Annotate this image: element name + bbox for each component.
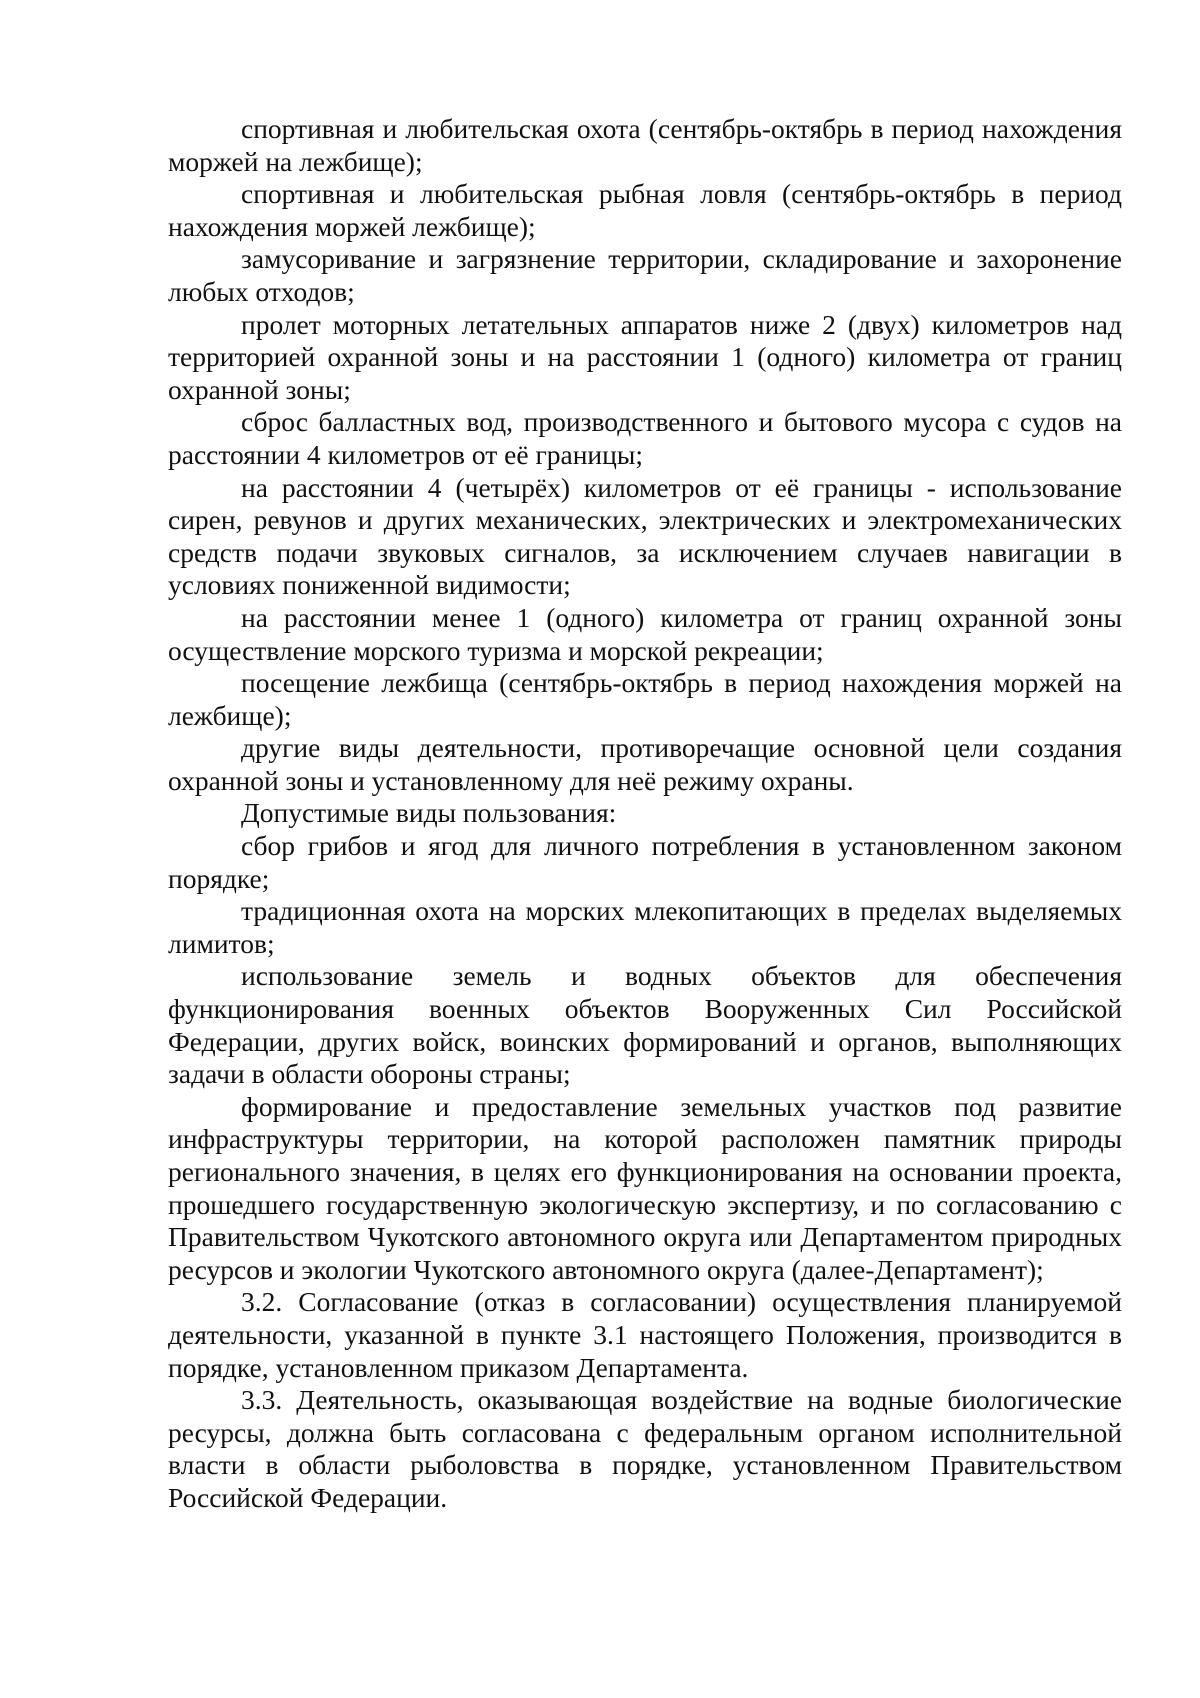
paragraph-sport-hunting: спортивная и любительская охота (сентябрь-октябрь в период нахождения моржей на лежбище); [168,113,1122,177]
paragraph-sound-signals: на расстоянии 4 (четырёх) километров от её границы - использование сирен, ревунов и других механических, электрических и электромеханических средств подачи звуковых сигналов, за исключением случаев навигации в условиях пониженной видимости; [168,471,1122,601]
paragraph-traditional-hunting: традиционная охота на морских млекопитающих в пределах выделяемых лимитов; [168,895,1122,959]
paragraph-military-use: использование земель и водных объектов для обеспечения функционирования военных объектов Вооруженных Сил Российской Федерации, других войск, воинских формирований и органов, выполняющих задачи в области обороны страны; [168,960,1122,1090]
paragraph-other-activities: другие виды деятельности, противоречащие основной цели создания охранной зоны и установленному для неё режиму охраны. [168,732,1122,796]
paragraph-section-3-3: 3.3. Деятельность, оказывающая воздействие на водные биологические ресурсы, должна быть согласована с федеральным органом исполнительной власти в области рыболовства в порядке, установленном Правительством Российской Федерации. [168,1384,1122,1513]
paragraph-ballast-discharge: сброс балластных вод, производственного и бытового мусора с судов на расстоянии 4 километров от её границы; [168,406,1122,470]
paragraph-aircraft-flight: пролет моторных летательных аппаратов ниже 2 (двух) километров над территорией охранной зоны и на расстоянии 1 (одного) километра от границ охранной зоны; [168,308,1122,405]
paragraph-permitted-heading: Допустимые виды пользования: [241,797,617,829]
paragraph-mushroom-gathering: сбор грибов и ягод для личного потребления в установленном законом порядке; [168,830,1122,894]
paragraph-sea-tourism: на расстоянии менее 1 (одного) километра от границ охранной зоны осуществление морского туризма и морской рекреации; [168,601,1122,666]
paragraph-rookery-visit: посещение лежбища (сентябрь-октябрь в период нахождения моржей на лежбище); [168,667,1122,731]
paragraph-section-3-2: 3.2. Согласование (отказ в согласовании) осуществления планируемой деятельности, указанной в пункте 3.1 настоящего Положения, производится в порядке, установленном приказом Департамента. [168,1286,1122,1383]
paragraph-littering: замусоривание и загрязнение территории, складирование и захоронение любых отходов; [168,243,1122,307]
paragraph-land-plots: формирование и предоставление земельных участков под развитие инфраструктуры территории, на которой расположен памятник природы регионального значения, в целях его функционирования на основании проекта, прошедшего государственную экологическую экспертизу, и по согласованию с Правительством Чукотского автономного округа или Департаментом природных ресурсов и экологии Чукотского автономного округа (далее-Департамент); [168,1090,1122,1285]
paragraph-sport-fishing: спортивная и любительская рыбная ловля (сентябрь-октябрь в период нахождения моржей лежбище); [168,178,1122,242]
document-page [168,113,1122,1515]
